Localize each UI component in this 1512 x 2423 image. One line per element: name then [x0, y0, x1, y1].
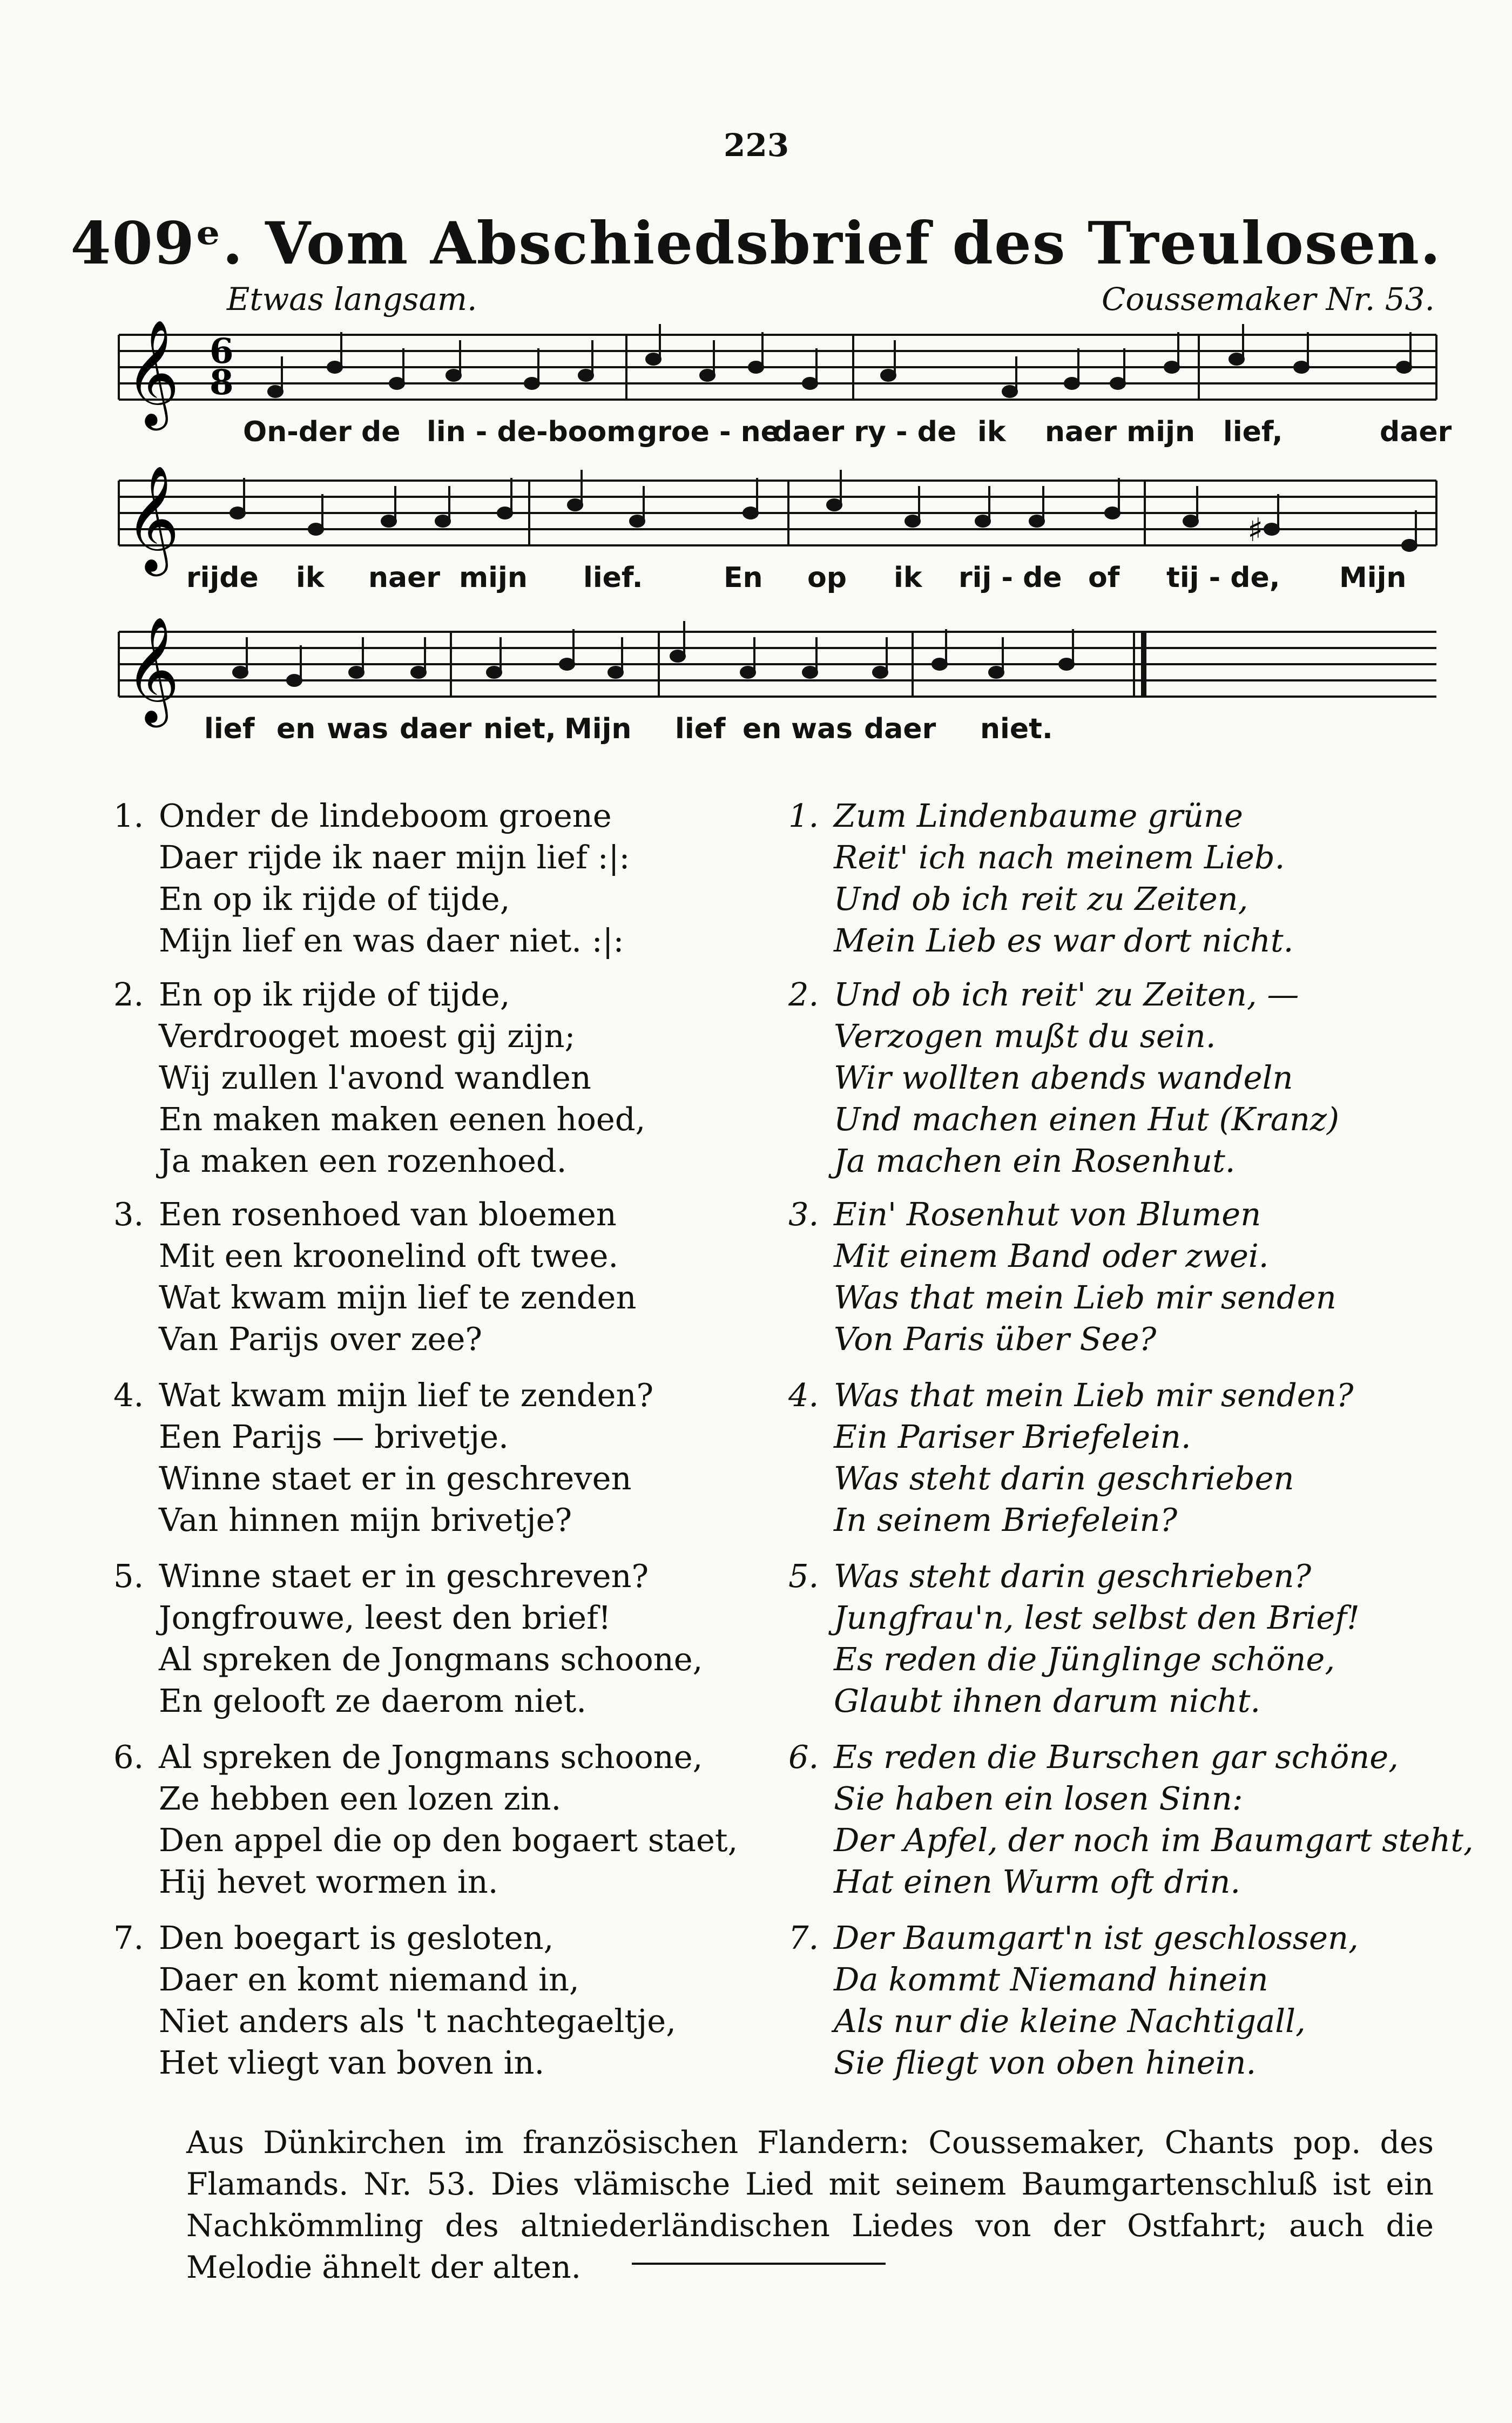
- stanza-line: Glaubt ihnen darum nicht.: [834, 1682, 1261, 1719]
- lyric-1-3: groe - ne: [637, 416, 780, 448]
- stanza-line: Mit einem Band oder zwei.: [834, 1237, 1269, 1274]
- lyric-3-4: daer: [400, 713, 472, 745]
- treble-clef-icon: 𝄞: [125, 319, 180, 426]
- stanza-number: 7.: [788, 1919, 819, 1956]
- footnote: Aus Dünkirchen im französischen Flandern: Coussemaker, Chants pop. des Flamands. Nr. 53. Dies vlämische Lied mit seinem Baumgartenschluß ist ein Nachkömmling des altniederländischen Liedes von der Ostfahrt; auch die Melodie ähnelt der alten.: [186, 2125, 1434, 2285]
- stanza-line: Daer rijde ik naer mijn lief :|:: [159, 839, 630, 876]
- stanza-line: Und ob ich reit zu Zeiten,: [834, 880, 1248, 917]
- stanza-line: Den appel die op den bogaert staet,: [159, 1821, 738, 1859]
- stanza-line: Al spreken de Jongmans schoone,: [159, 1738, 703, 1776]
- time-signature-denominator: 8: [210, 362, 234, 403]
- lyric-1-5: ik: [977, 416, 1006, 448]
- lyric-3-7: lief: [675, 713, 726, 745]
- stanza-line: Jungfrau'n, lest selbst den Brief!: [834, 1599, 1360, 1636]
- stanza-line: Den boegart is gesloten,: [159, 1919, 554, 1956]
- stanza-line: Was that mein Lieb mir senden?: [834, 1376, 1354, 1414]
- stanza-line: Verdrooget moest gij zijn;: [159, 1017, 576, 1055]
- lyric-1-4: daer ry - de: [772, 416, 957, 448]
- stanza-number: 7.: [113, 1919, 144, 1956]
- stanza-line: Een Parijs — brivetje.: [159, 1418, 509, 1455]
- lyric-2-9: rij - de: [959, 562, 1062, 594]
- stanza-line: Wir wollten abends wandeln: [834, 1059, 1293, 1096]
- sharp-icon: ♯: [1247, 511, 1264, 549]
- stanza-line: En op ik rijde of tijde,: [159, 976, 510, 1013]
- stanza-line: Mit een kroonelind oft twee.: [159, 1237, 619, 1274]
- stanza-number: 2.: [113, 976, 144, 1013]
- stanza-line: Niet anders als 't nachtegaeltje,: [159, 2002, 676, 2040]
- stanza-dutch-4: [113, 1374, 653, 1541]
- lyric-2-12: Mijn: [1339, 562, 1407, 594]
- stanza-line: Und ob ich reit' zu Zeiten, —: [834, 976, 1299, 1013]
- stanza-number: 3.: [788, 1196, 819, 1233]
- stanza-number: 2.: [788, 976, 819, 1013]
- stanza-dutch-3: [113, 1193, 636, 1360]
- lyric-2-7: op: [807, 562, 847, 594]
- stanza-line: Al spreken de Jongmans schoone,: [159, 1641, 703, 1678]
- stanza-line: Mijn lief en was daer niet. :|:: [159, 922, 624, 959]
- page-number: 223: [724, 127, 789, 164]
- song-title: 409ᵉ. Vom Abschiedsbrief des Treulosen.: [70, 210, 1442, 278]
- stanza-number: 1.: [788, 797, 819, 834]
- stanza-dutch-7: [113, 1917, 676, 2083]
- stanza-german-3: [788, 1193, 1336, 1360]
- stanza-line: Ja machen ein Rosenhut.: [834, 1142, 1236, 1179]
- lyric-3-1: lief: [204, 713, 255, 745]
- tempo-marking: Etwas langsam.: [227, 281, 477, 318]
- stanza-number: 6.: [113, 1738, 144, 1776]
- stanza-line: In seinem Briefelein?: [834, 1501, 1178, 1538]
- stanza-line: Ze hebben een lozen zin.: [159, 1780, 562, 1817]
- stanza-line: Jongfrouwe, leest den brief!: [159, 1599, 611, 1636]
- stanza-line: Was steht darin geschrieben?: [834, 1557, 1312, 1595]
- lyric-1-7: lief,: [1223, 416, 1283, 448]
- stanza-german-6: [788, 1736, 1474, 1902]
- stanza-number: 6.: [788, 1738, 819, 1776]
- stanza-line: Was that mein Lieb mir senden: [834, 1279, 1336, 1316]
- stanza-line: Van Parijs over zee?: [159, 1320, 483, 1358]
- stanza-line: Winne staet er in geschreven: [159, 1460, 632, 1497]
- lyric-2-1: rijde: [186, 562, 259, 594]
- stanza-dutch-2: [113, 974, 645, 1182]
- stanza-german-1: [788, 795, 1293, 961]
- lyric-3-2: en: [276, 713, 316, 745]
- divider: [632, 2263, 886, 2265]
- stanza-dutch-1: [113, 795, 630, 961]
- lyric-3-5: niet,: [483, 713, 556, 745]
- stanza-line: Een rosenhoed van bloemen: [159, 1196, 617, 1233]
- lyric-2-2: ik: [296, 562, 325, 594]
- stanza-line: Hat einen Wurm oft drin.: [834, 1863, 1241, 1900]
- stanza-line: Daer en komt niemand in,: [159, 1961, 579, 1998]
- stanza-line: Van hinnen mijn brivetje?: [159, 1501, 572, 1538]
- lyric-3-6: Mijn: [564, 713, 632, 745]
- treble-clef-icon: 𝄞: [125, 616, 180, 723]
- stanza-line: Ein' Rosenhut von Blumen: [834, 1196, 1261, 1233]
- stanza-line: Von Paris über See?: [834, 1320, 1157, 1358]
- stanza-line: En gelooft ze daerom niet.: [159, 1682, 587, 1719]
- lyric-3-11: niet.: [980, 713, 1053, 745]
- stanza-german-2: [788, 974, 1339, 1182]
- lyric-2-3: naer: [368, 562, 441, 594]
- stanza-line: En maken maken eenen hoed,: [159, 1101, 646, 1138]
- stanza-line: Sie fliegt von oben hinein.: [834, 2044, 1257, 2081]
- lyric-1-6: naer mijn: [1045, 416, 1195, 448]
- stanza-line: Onder de lindeboom groene: [159, 797, 612, 834]
- stanza-line: Wat kwam mijn lief te zenden: [159, 1279, 637, 1316]
- stanza-number: 1.: [113, 797, 144, 834]
- stanza-german-5: [788, 1555, 1360, 1722]
- lyric-3-10: daer: [864, 713, 936, 745]
- stanza-dutch-5: [113, 1555, 703, 1722]
- time-signature-numerator: 6: [210, 331, 234, 372]
- stanza-german-7: [788, 1917, 1359, 2083]
- stanza-number: 4.: [788, 1376, 819, 1414]
- stanza-line: Winne staet er in geschreven?: [159, 1557, 649, 1595]
- stanza-dutch-6: [113, 1736, 738, 1902]
- treble-clef-icon: 𝄞: [125, 465, 180, 572]
- stanza-line: Es reden die Jünglinge schöne,: [834, 1641, 1335, 1678]
- stanza-line: Der Apfel, der noch im Baumgart steht,: [834, 1821, 1474, 1859]
- lyric-3-3: was: [327, 713, 389, 745]
- stanza-line: En op ik rijde of tijde,: [159, 880, 510, 917]
- stanza-line: Hij hevet wormen in.: [159, 1863, 498, 1900]
- stanza-number: 5.: [113, 1557, 144, 1595]
- stanza-line: Es reden die Burschen gar schöne,: [834, 1738, 1399, 1776]
- stanza-line: Der Baumgart'n ist geschlossen,: [834, 1919, 1359, 1956]
- lyric-1-1: On-der de: [243, 416, 401, 448]
- stanza-number: 4.: [113, 1376, 144, 1414]
- stanza-line: Sie haben ein losen Sinn:: [834, 1780, 1243, 1817]
- stanza-number: 5.: [788, 1557, 819, 1595]
- lyric-1-2: lin - de-boom: [427, 416, 636, 448]
- stanza-line: Als nur die kleine Nachtigall,: [834, 2002, 1306, 2040]
- lyric-2-11: tij - de,: [1166, 562, 1280, 594]
- stanza-line: Het vliegt van boven in.: [159, 2044, 545, 2081]
- stanza-number: 3.: [113, 1196, 144, 1233]
- lyric-2-6: En: [724, 562, 763, 594]
- lyric-2-5: lief.: [583, 562, 643, 594]
- lyric-3-9: was: [791, 713, 853, 745]
- lyric-1-8: daer: [1380, 416, 1452, 448]
- lyric-2-4: mijn: [459, 562, 528, 594]
- stanza-line: Verzogen mußt du sein.: [834, 1017, 1216, 1055]
- stanza-line: Reit' ich nach meinem Lieb.: [834, 839, 1285, 876]
- stanza-german-4: [788, 1374, 1353, 1541]
- stanza-line: Ein Pariser Briefelein.: [834, 1418, 1191, 1455]
- stanza-line: Da kommt Niemand hinein: [834, 1961, 1268, 1998]
- lyric-3-8: en: [742, 713, 782, 745]
- stanza-line: Wat kwam mijn lief te zenden?: [159, 1376, 654, 1414]
- stanza-line: Mein Lieb es war dort nicht.: [834, 922, 1294, 959]
- stanza-line: Was steht darin geschrieben: [834, 1460, 1294, 1497]
- stanza-line: Ja maken een rozenhoed.: [159, 1142, 567, 1179]
- source-reference: Coussemaker Nr. 53.: [1102, 281, 1435, 318]
- stanza-line: Zum Lindenbaume grüne: [834, 797, 1243, 834]
- lyric-2-10: of: [1088, 562, 1120, 594]
- stanza-line: Und machen einen Hut (Kranz): [834, 1101, 1340, 1138]
- stanza-line: Wij zullen l'avond wandlen: [159, 1059, 591, 1096]
- lyric-2-8: ik: [894, 562, 922, 594]
